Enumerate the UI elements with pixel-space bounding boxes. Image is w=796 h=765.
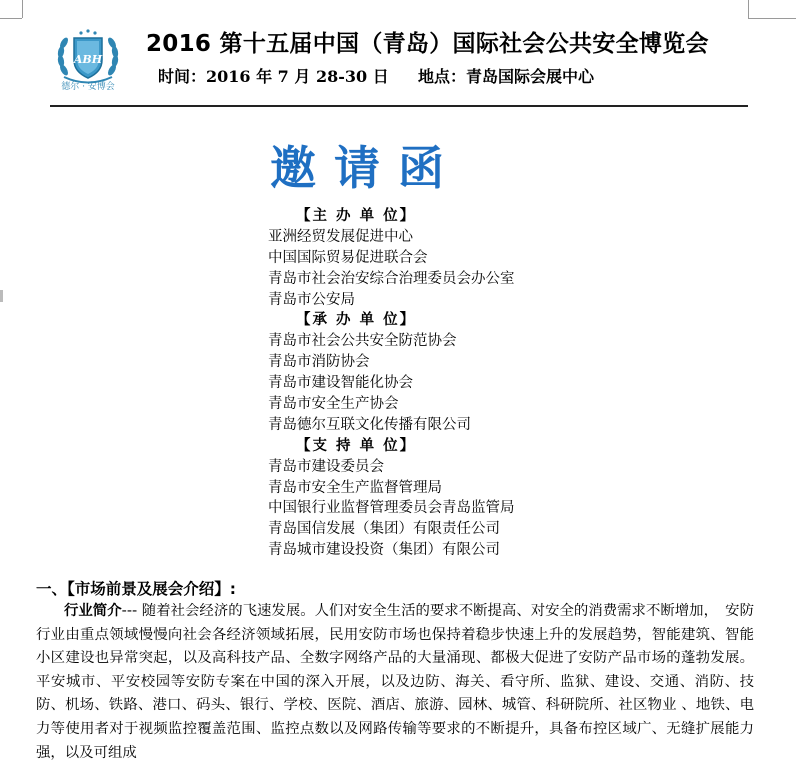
org-line-4: 青岛市公安局	[268, 291, 355, 308]
org-line-16: 青岛城市建设投资（集团）有限公司	[268, 542, 500, 559]
expo-title: 2016 第十五届中国（青岛）国际社会公共安全博览会	[146, 31, 709, 57]
crop-mark-top-left-v	[22, 0, 23, 18]
logo-caption: 德尔 · 安博会	[61, 82, 115, 92]
crop-mark-top-right-h	[748, 18, 796, 19]
org-line-14: 中国银行业监督管理委员会青岛监管局	[268, 500, 515, 517]
org-line-8: 青岛市建设智能化协会	[268, 375, 413, 392]
org-line-7: 青岛市消防协会	[268, 354, 370, 371]
org-line-5: 【承 办 单 位】	[296, 312, 417, 329]
org-line-1: 亚洲经贸发展促进中心	[268, 228, 413, 245]
expo-time: 时间：2016 年 7 月 28-30 日	[158, 67, 389, 86]
org-line-15: 青岛国信发展（集团）有限责任公司	[268, 521, 500, 538]
org-line-10: 青岛德尔互联文化传播有限公司	[268, 416, 471, 433]
lead-label: 行业简介	[64, 603, 122, 619]
invitation-title: 邀请函	[270, 141, 462, 195]
expo-place: 地点：青岛国际会展中心	[418, 67, 595, 86]
section-heading: 一、【市场前景及展会介绍】:	[36, 580, 236, 598]
margin-marker	[0, 290, 3, 302]
section-body	[36, 600, 754, 765]
org-line-0: 【主 办 单 位】	[296, 208, 417, 224]
crop-mark-top-left-h	[0, 18, 22, 19]
org-line-13: 青岛市安全生产监督管理局	[268, 479, 442, 496]
org-line-2: 中国国际贸易促进联合会	[268, 249, 428, 266]
org-line-12: 青岛市建设委员会	[268, 458, 384, 475]
org-line-9: 青岛市安全生产协会	[268, 396, 399, 413]
organizer-list	[268, 206, 648, 561]
header-divider	[50, 105, 748, 107]
org-line-3: 青岛市社会治安综合治理委员会办公室	[268, 270, 515, 287]
logo-letters: ABH	[73, 53, 103, 66]
org-line-6: 青岛市社会公共安全防范协会	[268, 333, 457, 350]
crop-mark-top-right-v	[748, 0, 749, 18]
section-paragraph	[36, 600, 754, 765]
org-line-11: 【支 持 单 位】	[296, 437, 417, 454]
paragraph-text: --- 随着社会经济的飞速发展。人们对安全生活的要求不断提高、对安全的消费需求不断增加， 安防行业由重点领域慢慢向社会各经济领域拓展，民用安防市场也保持着稳步快速上升的发展趋势，智能建筑、智能小区建设也异常突起，以及高科技产品、全数字网络产品的大量涌现、都极大促进了安防产品市场的蓬勃发展。平安城市、平安校园等安防专案在中国的深入开展，以及边防、海关、看守所、监狱、建设、交通、消防、技防、机场、铁路、港口、码头、银行、学校、医院、酒店、旅游、园林、城管、科研院所、社区物业 、地铁、电力等使用者对于视频监控覆盖范围、监控点数以及网路传输等要求的不断提升，具备布控区域广、无缝扩展能力强，以及可组成	[36, 603, 754, 761]
